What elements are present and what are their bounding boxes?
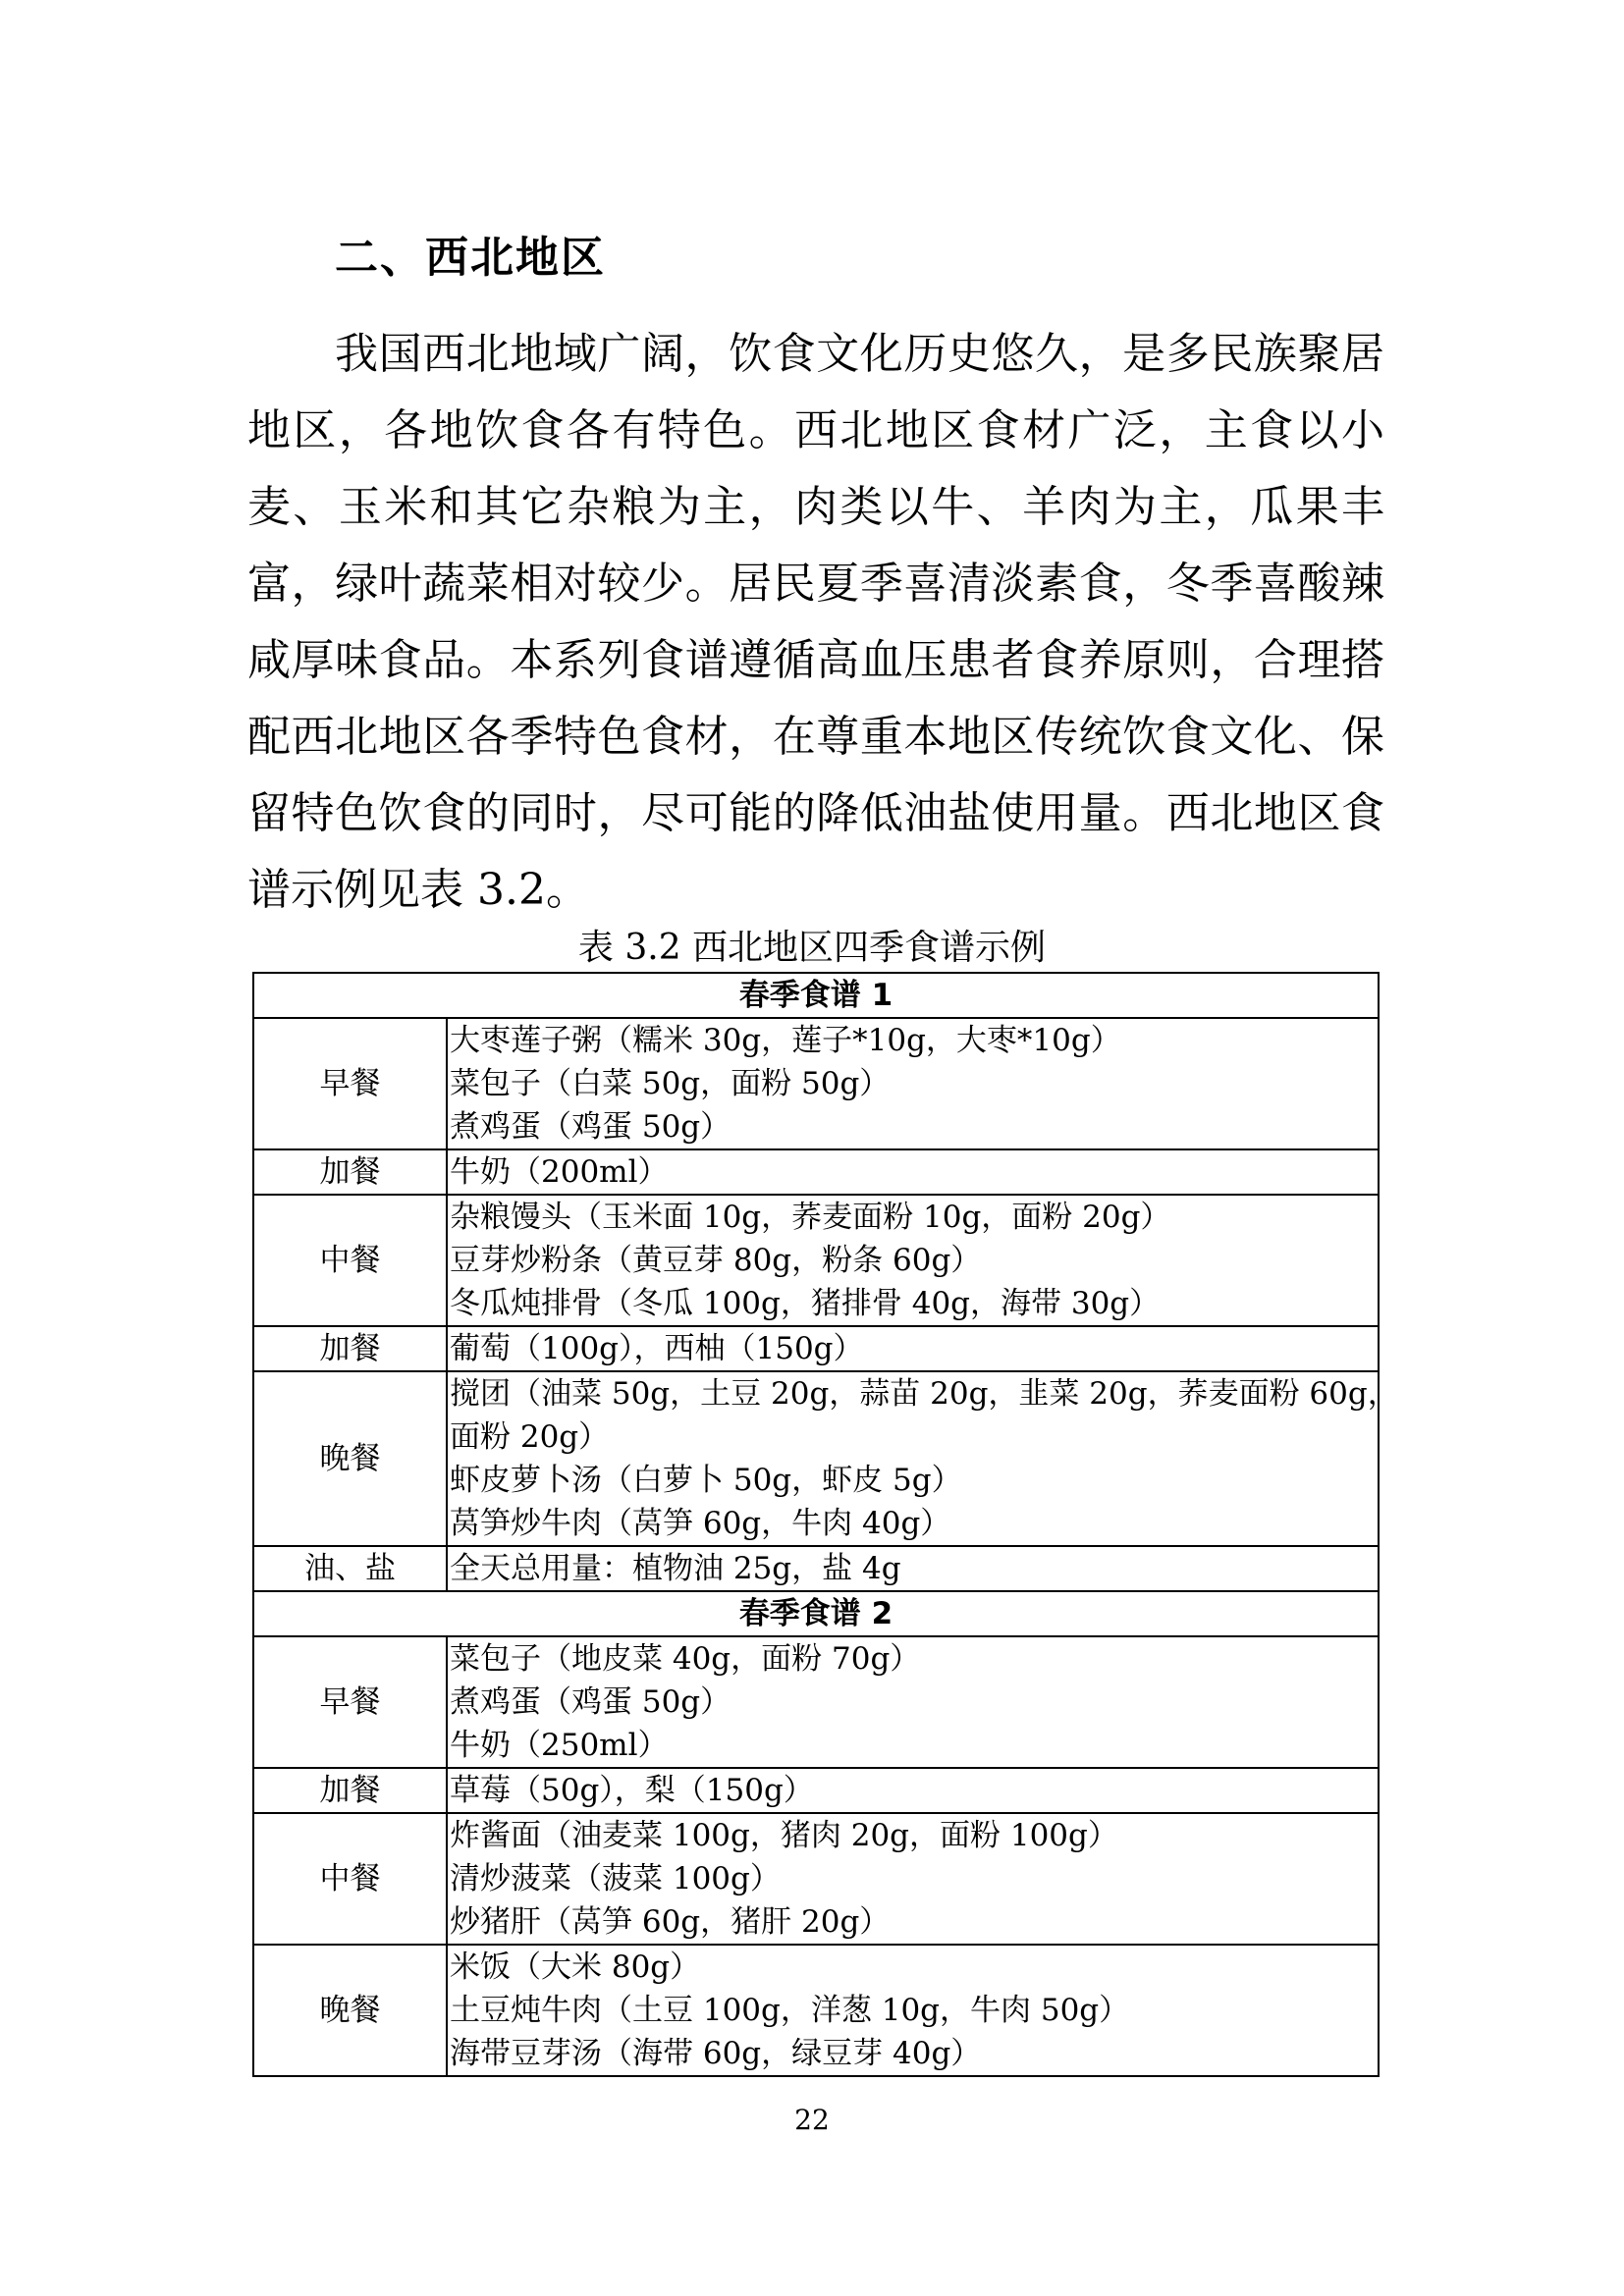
food-item: 虾皮萝卜汤（白萝卜 50g，虾皮 5g）: [450, 1463, 962, 1498]
food-item: 搅团（油菜 50g，土豆 20g，蒜苗 20g，韭菜 20g，荞麦面粉 60g，: [450, 1376, 1398, 1412]
food-item: 面粉 20g）: [450, 1419, 610, 1455]
food-item: 大枣莲子粥（糯米 30g，莲子*10g，大枣*10g）: [450, 1023, 1121, 1058]
food-item: 杂粮馒头（玉米面 10g，荞麦面粉 10g，面粉 20g）: [450, 1200, 1171, 1235]
meal-foods: [447, 1326, 1379, 1371]
recipe-title: 春季食谱 2: [253, 1591, 1379, 1636]
food-item: 莴笋炒牛肉（莴笋 60g，牛肉 40g）: [450, 1506, 951, 1541]
food-item: 牛奶（200ml）: [450, 1154, 669, 1190]
food-item: 豆芽炒粉条（黄豆芽 80g，粉条 60g）: [450, 1243, 982, 1278]
section-heading: 二、西北地区: [335, 233, 606, 283]
food-item: 炒猪肝（莴笋 60g，猪肝 20g）: [450, 1904, 891, 1940]
food-item: 葡萄（100g），西柚（150g）: [450, 1331, 864, 1366]
food-item: 煮鸡蛋（鸡蛋 50g）: [450, 1684, 731, 1720]
meal-name: 加餐: [253, 1768, 447, 1813]
food-item: 炸酱面（油麦菜 100g，猪肉 20g，面粉 100g）: [450, 1818, 1118, 1853]
food-item: 煮鸡蛋（鸡蛋 50g）: [450, 1109, 731, 1145]
meal-name: 晚餐: [253, 1945, 447, 2076]
meal-foods: [447, 1546, 1379, 1591]
meal-row: [253, 1636, 1379, 1768]
meal-name: 早餐: [253, 1018, 447, 1149]
meal-row: [253, 1768, 1379, 1813]
food-item: 海带豆芽汤（海带 60g，绿豆芽 40g）: [450, 2036, 982, 2071]
meal-foods: [447, 1371, 1398, 1546]
meal-name: 加餐: [253, 1326, 447, 1371]
table-caption: 表 3.2 西北地区四季食谱示例: [577, 928, 1047, 968]
food-item: 菜包子（白菜 50g，面粉 50g）: [450, 1066, 891, 1101]
meal-foods: [447, 1195, 1379, 1326]
food-item: 土豆炖牛肉（土豆 100g，洋葱 10g，牛肉 50g）: [450, 1993, 1130, 2028]
food-item: 菜包子（地皮菜 40g，面粉 70g）: [450, 1641, 921, 1677]
recipe-header-row: [253, 973, 1379, 1018]
meal-row: [253, 1945, 1379, 2076]
recipe-header-row: [253, 1591, 1379, 1636]
page-number: 22: [794, 2104, 830, 2136]
meal-foods: [447, 1945, 1379, 2076]
meal-name: 晚餐: [253, 1371, 447, 1546]
meal-row: [253, 1326, 1379, 1371]
meal-row: [253, 1195, 1379, 1326]
recipe-title: 春季食谱 1: [253, 973, 1379, 1018]
meal-foods: [447, 1149, 1379, 1195]
meal-row: [253, 1371, 1379, 1546]
food-item: 清炒菠菜（菠菜 100g）: [450, 1861, 781, 1896]
meal-row: [253, 1018, 1379, 1149]
recipe-table: [252, 972, 1398, 2077]
meal-name: 早餐: [253, 1636, 447, 1768]
meal-name: 中餐: [253, 1813, 447, 1945]
meal-row: [253, 1149, 1379, 1195]
intro-paragraph: 我国西北地域广阔，饮食文化历史悠久，是多民族聚居地区，各地饮食各有特色。西北地区食材广泛，主食以小麦、玉米和其它杂粮为主，肉类以牛、羊肉为主，瓜果丰富，绿叶蔬菜相对较少。居民夏季喜清淡素食，冬季喜酸辣咸厚味食品。本系列食谱遵循高血压患者食养原则，合理搭配西北地区各季特色食材，在尊重本地区传统饮食文化、保留特色饮食的同时，尽可能的降低油盐使用量。西北地区食谱示例见表 3.2。: [247, 329, 1384, 915]
meal-foods: [447, 1768, 1379, 1813]
meal-foods: [447, 1813, 1379, 1945]
meal-row: [253, 1546, 1379, 1591]
meal-row: [253, 1813, 1379, 1945]
food-item: 草莓（50g），梨（150g）: [450, 1773, 814, 1808]
meal-name: 加餐: [253, 1149, 447, 1195]
meal-foods: [447, 1018, 1379, 1149]
food-item: 冬瓜炖排骨（冬瓜 100g，猪排骨 40g，海带 30g）: [450, 1286, 1161, 1321]
food-item: 米饭（大米 80g）: [450, 1949, 701, 1985]
food-item: 全天总用量：植物油 25g，盐 4g: [450, 1551, 901, 1586]
meal-name: 中餐: [253, 1195, 447, 1326]
food-item: 牛奶（250ml）: [450, 1728, 669, 1763]
meal-name: 油、盐: [253, 1546, 447, 1591]
meal-foods: [447, 1636, 1379, 1768]
